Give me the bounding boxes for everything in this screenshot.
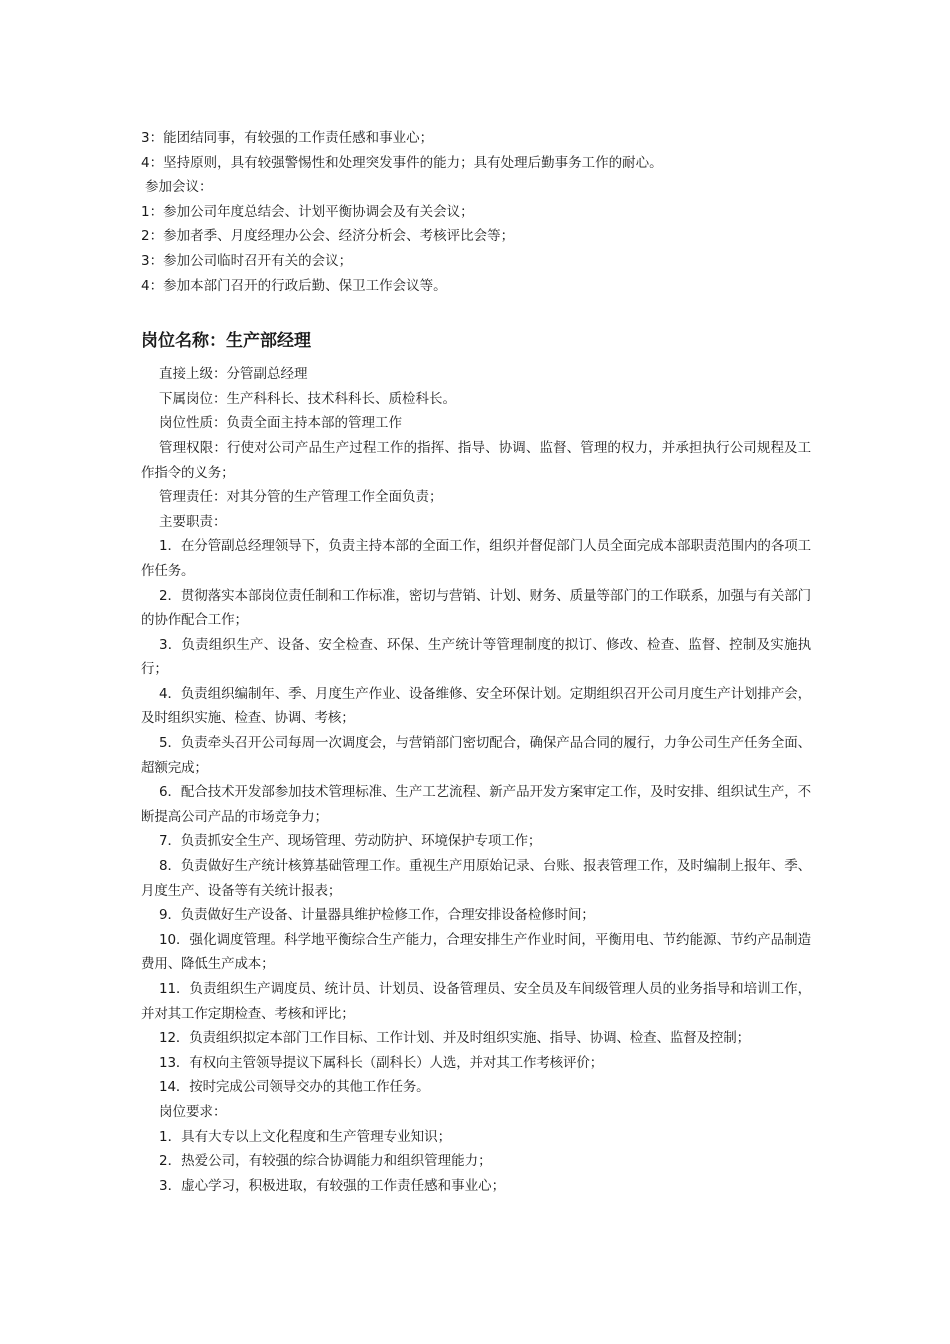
meeting-item-4: 4：参加本部门召开的行政后勤、保卫工作会议等。 — [141, 277, 447, 294]
section-gap — [141, 298, 811, 328]
meeting-item-1: 1：参加公司年度总结会、计划平衡协调会及有关会议； — [141, 203, 474, 220]
duty-item-2: 2．贯彻落实本部岗位责任制和工作标准，密切与营销、计划、财务、质量等部门的工作联系，加强与有关部门的协作配合工作； — [141, 587, 811, 629]
document-content — [141, 126, 811, 1198]
duty-item-14: 14．按时完成公司领导交办的其他工作任务。 — [159, 1079, 430, 1096]
duty-item-13: 13．有权向主管领导提议下属科长（副科长）人选，并对其工作考核评价； — [159, 1054, 604, 1071]
authority-paragraph: 管理权限：行使对公司产品生产过程工作的指挥、指导、协调、监督、管理的权力，并承担执行公司规程及工作指令的义务； — [141, 439, 811, 481]
prev-requirement-3: 3：能团结同事，有较强的工作责任感和事业心； — [141, 130, 434, 146]
duty-item-5: 5．负责牵头召开公司每周一次调度会，与营销部门密切配合，确保产品合同的履行，力争公司生产任务全面、超额完成； — [141, 735, 811, 776]
duty-item-4: 4．负责组织编制年、季、月度生产作业、设备维修、安全环保计划。定期组织召开公司月度生产计划排产会，及时组织实施、检查、协调、考核； — [141, 685, 811, 727]
requirements-label: 岗位要求： — [159, 1103, 227, 1120]
requirement-item-2: 2．热爱公司，有较强的综合协调能力和组织管理能力； — [159, 1153, 492, 1170]
duty-item-9: 9．负责做好生产设备、计量器具维护检修工作，合理安排设备检修时间； — [159, 907, 595, 924]
superior-line: 直接上级：分管副总经理 — [159, 366, 308, 383]
duty-item-8: 8．负责做好生产统计核算基础管理工作。重视生产用原始记录、台账、报表管理工作，及时编制上报年、季、月度生产、设备等有关统计报表； — [141, 858, 811, 899]
duty-item-10: 10．强化调度管理。科学地平衡综合生产能力，合理安排生产作业时间，平衡用电、节约能源、节约产品制造费用、降低生产成本； — [141, 931, 811, 973]
duty-item-12: 12．负责组织拟定本部门工作目标、工作计划、并及时组织实施、指导、协调、检查、监督及控制； — [159, 1030, 750, 1047]
requirement-item-3: 3．虚心学习，积极进取，有较强的工作责任感和事业心； — [159, 1177, 506, 1194]
meetings-label: 参加会议： — [145, 179, 213, 196]
responsibility-line: 管理责任：对其分管的生产管理工作全面负责； — [159, 489, 443, 506]
prev-requirement-4: 4：坚持原则，具有较强警惕性和处理突发事件的能力；具有处理后勤事务工作的耐心。 — [141, 154, 663, 171]
meeting-item-3: 3：参加公司临时召开有关的会议； — [141, 252, 353, 269]
meeting-item-2: 2：参加者季、月度经理办公会、经济分析会、考核评比会等； — [141, 228, 515, 245]
nature-line: 岗位性质：负责全面主持本部的管理工作 — [159, 415, 402, 432]
section-title: 岗位名称：生产部经理 — [141, 331, 311, 352]
requirement-item-1: 1．具有大专以上文化程度和生产管理专业知识； — [159, 1128, 452, 1145]
duties-label: 主要职责： — [159, 513, 227, 530]
duty-item-11: 11．负责组织生产调度员、统计员、计划员、设备管理员、安全员及车间级管理人员的业务指导和培训工作，并对其工作定期检查、考核和评比； — [141, 981, 811, 1022]
duty-item-6: 6．配合技术开发部参加技术管理标准、生产工艺流程、新产品开发方案审定工作，及时安排、组织试生产，不断提高公司产品的市场竞争力； — [141, 784, 811, 825]
subordinates-line: 下属岗位：生产科科长、技术科科长、质检科长。 — [159, 390, 456, 407]
duty-item-1: 1．在分管副总经理领导下，负责主持本部的全面工作，组织并督促部门人员全面完成本部职责范围内的各项工作任务。 — [141, 538, 811, 579]
duty-item-3: 3．负责组织生产、设备、安全检查、环保、生产统计等管理制度的拟订、修改、检查、监督、控制及实施执行； — [141, 636, 811, 678]
duty-item-7: 7．负责抓安全生产、现场管理、劳动防护、环境保护专项工作； — [159, 833, 542, 850]
